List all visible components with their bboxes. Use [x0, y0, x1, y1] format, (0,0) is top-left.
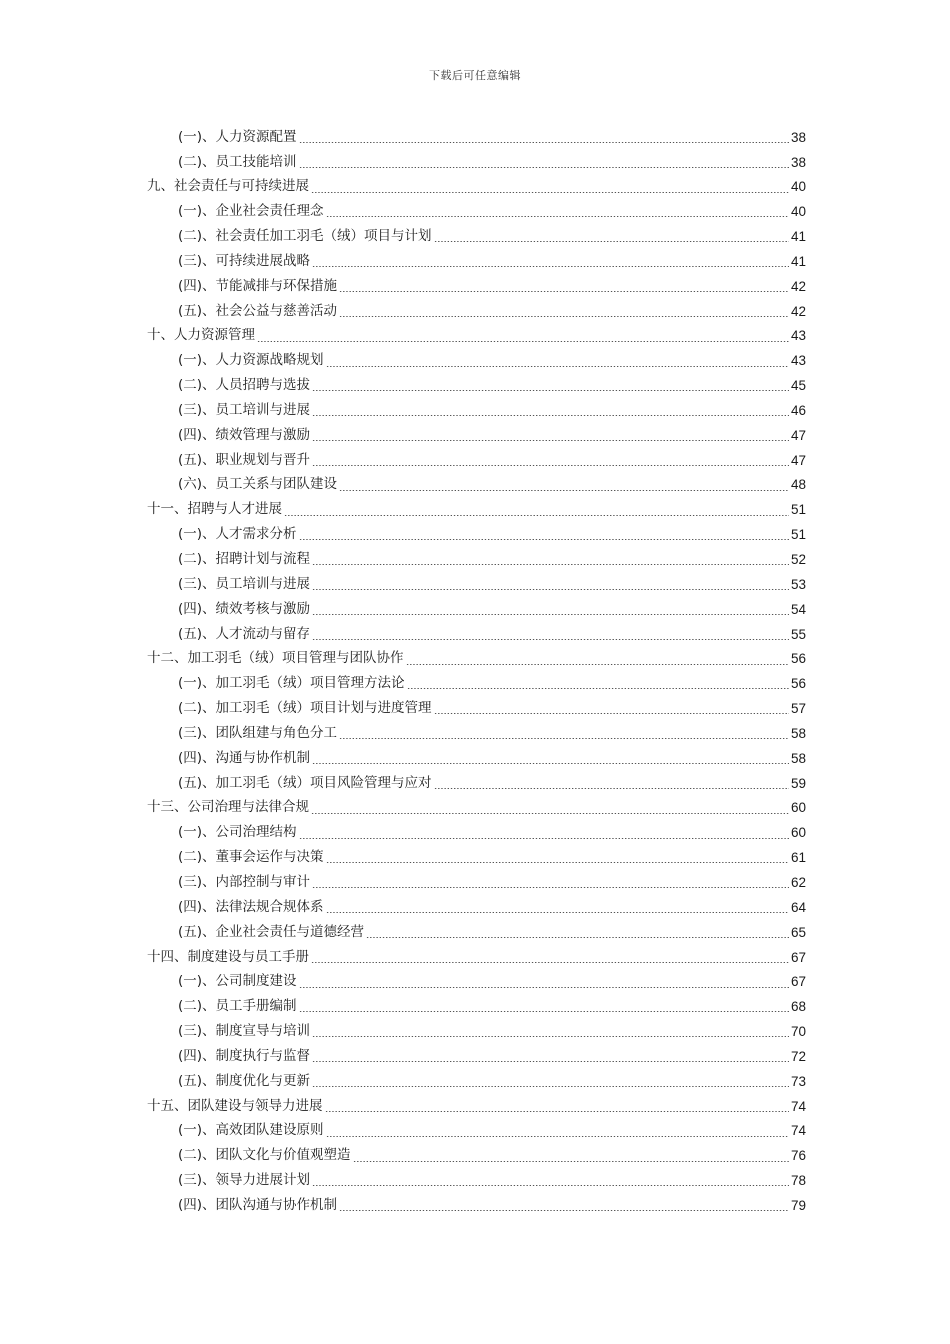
toc-dot-leader	[299, 838, 789, 839]
toc-section-entry[interactable]	[147, 622, 806, 647]
toc-section-entry[interactable]	[147, 448, 806, 473]
toc-entry-title: (四)、制度执行与监督	[178, 1047, 311, 1064]
toc-page-number: 65	[790, 924, 806, 940]
toc-dot-leader	[312, 614, 789, 615]
toc-entry-title: (三)、团队组建与角色分工	[178, 724, 338, 741]
toc-page-number: 42	[790, 303, 806, 319]
toc-entry-title: 十三、公司治理与法律合规	[147, 799, 309, 816]
toc-dot-leader	[326, 216, 789, 217]
toc-page-number: 51	[790, 502, 806, 518]
toc-entry-title: 十一、招聘与人才进展	[147, 501, 282, 518]
toc-entry-title: (一)、高效团队建设原则	[178, 1122, 324, 1139]
toc-dot-leader	[325, 1111, 789, 1112]
toc-page-number: 54	[790, 601, 806, 617]
toc-dot-leader	[339, 738, 789, 739]
toc-section-entry[interactable]	[147, 821, 806, 846]
toc-entry-title: (五)、人才流动与留存	[178, 625, 311, 642]
toc-page-number: 61	[790, 850, 806, 866]
toc-dot-leader	[326, 912, 789, 913]
toc-section-entry[interactable]	[147, 274, 806, 299]
toc-page-number: 45	[790, 378, 806, 394]
toc-section-entry[interactable]	[147, 746, 806, 771]
toc-dot-leader	[311, 192, 789, 193]
toc-entry-title: (一)、公司治理结构	[178, 824, 297, 841]
toc-dot-leader	[311, 813, 789, 814]
toc-entry-title: (三)、员工培训与进展	[178, 401, 311, 418]
toc-section-entry[interactable]	[147, 224, 806, 249]
toc-section-entry[interactable]	[147, 1168, 806, 1193]
toc-section-entry[interactable]	[147, 771, 806, 796]
toc-page-number: 58	[790, 750, 806, 766]
toc-dot-leader	[312, 415, 789, 416]
toc-dot-leader	[312, 440, 789, 441]
toc-page-number: 79	[790, 1197, 806, 1213]
toc-dot-leader	[339, 316, 789, 317]
toc-section-entry[interactable]	[147, 995, 806, 1020]
toc-entry-title: (三)、内部控制与审计	[178, 873, 311, 890]
toc-entry-title: (二)、加工羽毛（绒）项目计划与进度管理	[178, 700, 432, 717]
toc-dot-leader	[434, 788, 789, 789]
table-of-contents	[147, 125, 806, 1218]
toc-section-entry[interactable]	[147, 373, 806, 398]
toc-section-entry[interactable]	[147, 572, 806, 597]
toc-entry-title: 十五、团队建设与领导力进展	[147, 1097, 323, 1114]
toc-dot-leader	[326, 1136, 789, 1137]
toc-section-entry[interactable]	[147, 845, 806, 870]
toc-entry-title: (六)、员工关系与团队建设	[178, 476, 338, 493]
toc-section-entry[interactable]	[147, 672, 806, 697]
toc-section-entry[interactable]	[147, 1044, 806, 1069]
toc-section-entry[interactable]	[147, 349, 806, 374]
toc-entry-title: (二)、员工技能培训	[178, 153, 297, 170]
toc-entry-title: (五)、加工羽毛（绒）项目风险管理与应对	[178, 774, 432, 791]
toc-section-entry[interactable]	[147, 870, 806, 895]
toc-section-entry[interactable]	[147, 523, 806, 548]
toc-entry-title: (二)、团队文化与价值观塑造	[178, 1147, 351, 1164]
toc-section-entry[interactable]	[147, 473, 806, 498]
toc-dot-leader	[299, 987, 789, 988]
toc-page-number: 56	[790, 651, 806, 667]
toc-entry-title: 十、人力资源管理	[147, 327, 255, 344]
toc-dot-leader	[312, 465, 789, 466]
toc-page-number: 76	[790, 1148, 806, 1164]
toc-page-number: 67	[790, 974, 806, 990]
toc-entry-title: (二)、员工手册编制	[178, 998, 297, 1015]
toc-entry-title: (一)、企业社会责任理念	[178, 203, 324, 220]
toc-dot-leader	[312, 763, 789, 764]
toc-section-entry[interactable]	[147, 1019, 806, 1044]
toc-entry-title: 十二、加工羽毛（绒）项目管理与团队协作	[147, 650, 404, 667]
toc-chapter-entry[interactable]	[147, 324, 806, 349]
toc-page-number: 73	[790, 1073, 806, 1089]
toc-page-number: 43	[790, 328, 806, 344]
toc-dot-leader	[312, 390, 789, 391]
toc-entry-title: (一)、人力资源战略规划	[178, 352, 324, 369]
toc-page-number: 68	[790, 999, 806, 1015]
toc-dot-leader	[366, 937, 789, 938]
page-header: 下载后可任意编辑	[429, 69, 521, 82]
toc-page-number: 57	[790, 701, 806, 717]
toc-entry-title: 十四、制度建设与员工手册	[147, 948, 309, 965]
toc-page-number: 51	[790, 527, 806, 543]
toc-chapter-entry[interactable]	[147, 796, 806, 821]
toc-entry-title: (四)、团队沟通与协作机制	[178, 1196, 338, 1213]
toc-dot-leader	[339, 1210, 789, 1211]
toc-page-number: 67	[790, 949, 806, 965]
toc-dot-leader	[299, 1011, 789, 1012]
toc-dot-leader	[339, 490, 789, 491]
toc-entry-title: (一)、人才需求分析	[178, 526, 297, 543]
toc-section-entry[interactable]	[147, 125, 806, 150]
toc-dot-leader	[312, 1036, 789, 1037]
toc-page-number: 55	[790, 626, 806, 642]
toc-dot-leader	[434, 241, 789, 242]
toc-section-entry[interactable]	[147, 299, 806, 324]
toc-page-number: 47	[790, 452, 806, 468]
toc-dot-leader	[311, 962, 789, 963]
toc-dot-leader	[406, 664, 789, 665]
toc-entry-title: (三)、员工培训与进展	[178, 575, 311, 592]
toc-page-number: 70	[790, 1024, 806, 1040]
toc-page-number: 74	[790, 1098, 806, 1114]
toc-section-entry[interactable]	[147, 696, 806, 721]
toc-entry-title: (一)、人力资源配置	[178, 128, 297, 145]
toc-dot-leader	[326, 366, 789, 367]
toc-dot-leader	[312, 1185, 789, 1186]
toc-entry-title: (五)、社会公益与慈善活动	[178, 302, 338, 319]
toc-page-number: 41	[790, 229, 806, 245]
toc-entry-title: (二)、人员招聘与选拔	[178, 377, 311, 394]
toc-section-entry[interactable]	[147, 423, 806, 448]
toc-page-number: 59	[790, 775, 806, 791]
toc-dot-leader	[257, 341, 789, 342]
toc-page-number: 43	[790, 353, 806, 369]
toc-chapter-entry[interactable]	[147, 1094, 806, 1119]
toc-page-number: 52	[790, 552, 806, 568]
toc-page-number: 38	[790, 129, 806, 145]
toc-entry-title: (五)、制度优化与更新	[178, 1072, 311, 1089]
toc-dot-leader	[299, 167, 789, 168]
toc-dot-leader	[326, 862, 789, 863]
toc-entry-title: (四)、绩效管理与激励	[178, 426, 311, 443]
toc-entry-title: (四)、法律法规合规体系	[178, 898, 324, 915]
toc-dot-leader	[312, 1061, 789, 1062]
toc-page-number: 47	[790, 427, 806, 443]
toc-section-entry[interactable]	[147, 150, 806, 175]
toc-page-number: 56	[790, 676, 806, 692]
toc-dot-leader	[299, 539, 789, 540]
toc-section-entry[interactable]	[147, 597, 806, 622]
toc-dot-leader	[312, 266, 789, 267]
toc-section-entry[interactable]	[147, 547, 806, 572]
toc-entry-title: (三)、可持续进展战略	[178, 252, 311, 269]
toc-page-number: 58	[790, 725, 806, 741]
toc-chapter-entry[interactable]	[147, 647, 806, 672]
toc-section-entry[interactable]	[147, 970, 806, 995]
toc-dot-leader	[407, 688, 789, 689]
toc-page-number: 41	[790, 253, 806, 269]
toc-entry-title: (五)、企业社会责任与道德经营	[178, 923, 365, 940]
toc-section-entry[interactable]	[147, 398, 806, 423]
toc-section-entry[interactable]	[147, 920, 806, 945]
toc-dot-leader	[312, 887, 789, 888]
toc-page-number: 40	[790, 179, 806, 195]
toc-page-number: 53	[790, 576, 806, 592]
toc-dot-leader	[339, 291, 789, 292]
toc-entry-title: (二)、招聘计划与流程	[178, 551, 311, 568]
toc-section-entry[interactable]	[147, 721, 806, 746]
toc-dot-leader	[312, 564, 789, 565]
toc-entry-title: (一)、加工羽毛（绒）项目管理方法论	[178, 675, 405, 692]
toc-page-number: 78	[790, 1173, 806, 1189]
toc-entry-title: 九、社会责任与可持续进展	[147, 178, 309, 195]
toc-page-number: 48	[790, 477, 806, 493]
toc-section-entry[interactable]	[147, 1144, 806, 1169]
toc-page-number: 72	[790, 1048, 806, 1064]
toc-dot-leader	[312, 589, 789, 590]
toc-page-number: 38	[790, 154, 806, 170]
toc-entry-title: (二)、社会责任加工羽毛（绒）项目与计划	[178, 228, 432, 245]
toc-dot-leader	[353, 1161, 789, 1162]
toc-dot-leader	[299, 142, 789, 143]
toc-section-entry[interactable]	[147, 1193, 806, 1218]
toc-dot-leader	[284, 515, 789, 516]
toc-entry-title: (五)、职业规划与晋升	[178, 451, 311, 468]
toc-page-number: 42	[790, 278, 806, 294]
toc-page-number: 40	[790, 204, 806, 220]
toc-dot-leader	[312, 639, 789, 640]
toc-page-number: 60	[790, 825, 806, 841]
toc-entry-title: (一)、公司制度建设	[178, 973, 297, 990]
toc-chapter-entry[interactable]	[147, 175, 806, 200]
toc-chapter-entry[interactable]	[147, 945, 806, 970]
toc-entry-title: (四)、节能减排与环保措施	[178, 277, 338, 294]
toc-entry-title: (四)、绩效考核与激励	[178, 600, 311, 617]
toc-dot-leader	[312, 1086, 789, 1087]
toc-dot-leader	[434, 713, 789, 714]
toc-section-entry[interactable]	[147, 895, 806, 920]
toc-entry-title: (二)、董事会运作与决策	[178, 849, 324, 866]
toc-section-entry[interactable]	[147, 1069, 806, 1094]
toc-section-entry[interactable]	[147, 200, 806, 225]
toc-entry-title: (三)、制度宣导与培训	[178, 1023, 311, 1040]
toc-entry-title: (四)、沟通与协作机制	[178, 749, 311, 766]
toc-section-entry[interactable]	[147, 1119, 806, 1144]
toc-chapter-entry[interactable]	[147, 498, 806, 523]
toc-page-number: 46	[790, 402, 806, 418]
toc-page-number: 60	[790, 800, 806, 816]
toc-entry-title: (三)、领导力进展计划	[178, 1172, 311, 1189]
toc-page-number: 62	[790, 874, 806, 890]
toc-page-number: 64	[790, 899, 806, 915]
toc-section-entry[interactable]	[147, 249, 806, 274]
toc-page-number: 74	[790, 1123, 806, 1139]
